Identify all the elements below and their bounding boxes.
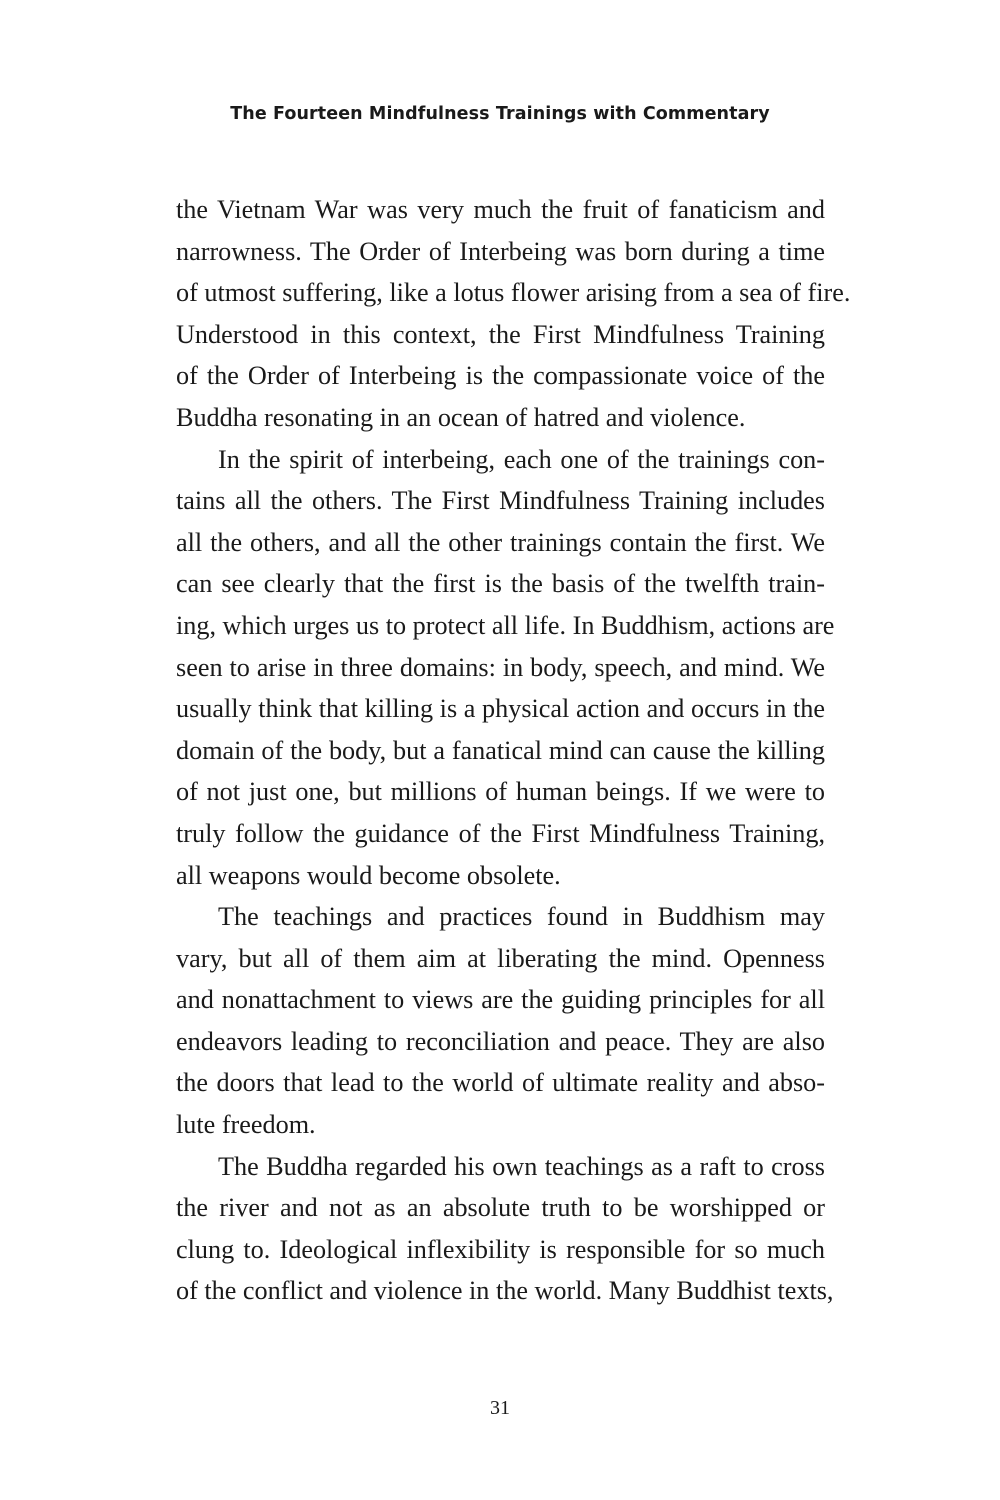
paragraph-4 — [176, 1146, 834, 1312]
text-line: lute freedom. — [176, 1110, 316, 1140]
paragraph-1 — [176, 189, 851, 439]
text-line: ing, which urges us to protect all life. In Buddhism, actions are — [176, 610, 835, 640]
text-line: seen to arise in three domains: in body, speech, and mind. We — [176, 652, 825, 682]
text-line: all the others, and all the other trainings contain the first. We — [176, 527, 825, 557]
text-line: Buddha resonating in an ocean of hatred and violence. — [176, 402, 746, 432]
text-line: of the Order of Interbeing is the compassionate voice of the — [176, 361, 825, 391]
text-line: of not just one, but millions of human beings. If we were to — [176, 777, 825, 807]
text-line: the doors that lead to the world of ultimate reality and abso- — [176, 1068, 825, 1098]
paragraph-3 — [176, 896, 825, 1146]
text-line: vary, but all of them aim at liberating the mind. Openness — [176, 943, 825, 973]
text-line: Understood in this context, the First Mindfulness Training — [176, 319, 825, 349]
page-number: 31 — [490, 1397, 510, 1419]
text-line: all weapons would become obsolete. — [176, 860, 561, 890]
text-line: of the conflict and violence in the world. Many Buddhist texts, — [176, 1276, 834, 1306]
text-line: of utmost suffering, like a lotus flower arising from a sea of fire. — [176, 278, 851, 308]
text-line: usually think that killing is a physical action and occurs in the — [176, 694, 825, 724]
text-line: tains all the others. The First Mindfulness Training includes — [176, 486, 825, 516]
text-line: The teachings and practices found in Buddhism may — [218, 902, 825, 932]
running-head: The Fourteen Mindfulness Trainings with Commentary — [230, 104, 770, 124]
text-line: The Buddha regarded his own teachings as a raft to cross — [218, 1151, 825, 1181]
text-line: and nonattachment to views are the guiding principles for all — [176, 985, 825, 1015]
text-line: narrowness. The Order of Interbeing was born during a time — [176, 236, 825, 266]
text-line: the river and not as an absolute truth to be worshipped or — [176, 1193, 825, 1223]
text-line: the Vietnam War was very much the fruit of fanaticism and — [176, 195, 825, 224]
body-text — [176, 189, 851, 1312]
text-line: truly follow the guidance of the First Mindfulness Training, — [176, 818, 825, 848]
paragraph-2 — [176, 439, 835, 897]
text-line: domain of the body, but a fanatical mind can cause the killing — [176, 735, 825, 765]
text-line: In the spirit of interbeing, each one of the trainings con- — [218, 444, 825, 474]
text-line: endeavors leading to reconciliation and peace. They are also — [176, 1026, 825, 1056]
text-line: clung to. Ideological inflexibility is responsible for so much — [176, 1234, 825, 1264]
text-line: can see clearly that the first is the basis of the twelfth train- — [176, 569, 825, 599]
